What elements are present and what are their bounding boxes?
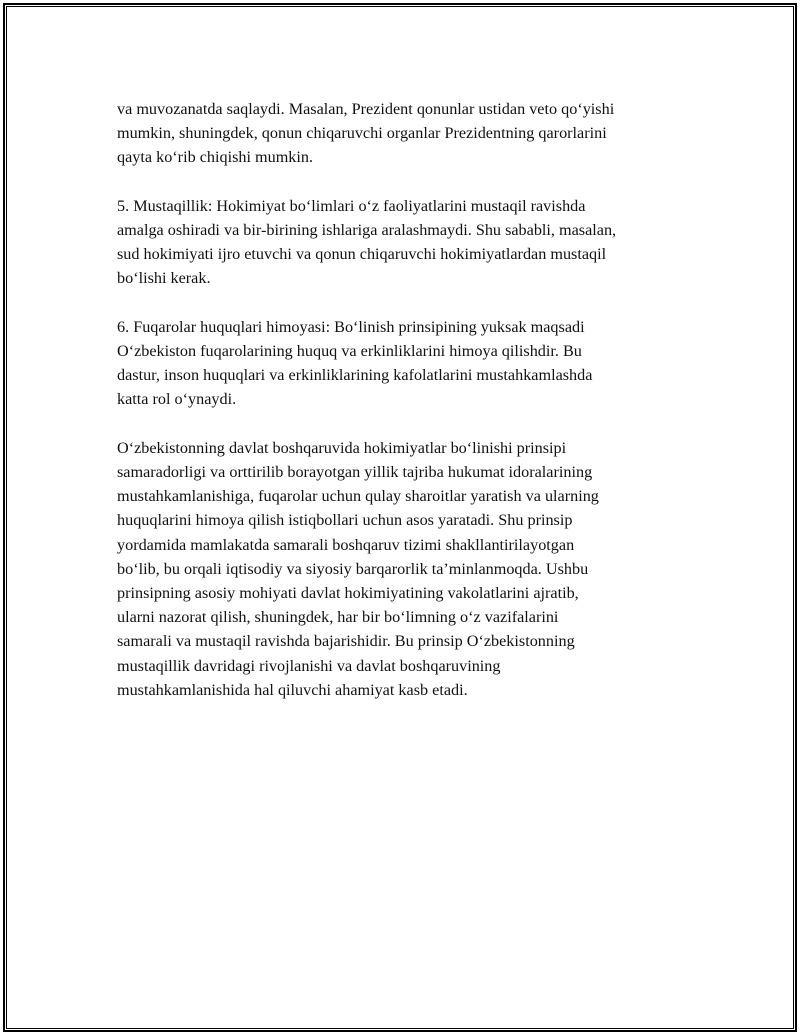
paragraph-independence: 5. Mustaqillik: Hokimiyat bo‘limlari o‘z faoliyatlarini mustaqil ravishda amalga oshiradi va bir-birining ishlariga aralashmaydi. Shu sababli, masalan, sud hokimiyati ijro etuvchi va qonun chiqaruvchi hokimiyatlardan mustaqil bo‘lishi kerak. [117,196,617,288]
document-body [117,97,699,702]
paragraph-conclusion: O‘zbekistonning davlat boshqaruvida hokimiyatlar bo‘linishi prinsipi samaradorligi va orttirilib borayotgan yillik tajriba hukumat idoralarining mustahkamlanishiga, fuqarolar uchun qulay sharoitlar yaratish va ularning huquqlarini himoya qilish istiqbollari uchun asos yaratadi. Shu prinsip yordamida mamlakatda samarali boshqaruv tizimi shakllantirilayotgan bo‘lib, bu orqali iqtisodiy va siyosiy barqarorlik ta’minlanmoqda. Ushbu prinsipning asosiy mohiyati davlat hokimiyatining vakolatlarini ajratib, ularni nazorat qilish, shuningdek, har bir bo‘limning o‘z vazifalarini samarali va mustaqil ravishda bajarishidir. Bu prinsip O‘zbekistonning mustaqillik davridagi rivojlanishi va davlat boshqaruvining mustahkamlanishida hal qiluvchi ahamiyat kasb etadi. [117,438,599,699]
paragraph-citizen-rights: 6. Fuqarolar huquqlari himoyasi: Bo‘linish prinsipining yuksak maqsadi O‘zbekiston fuqarolarining huquq va erkinliklarini himoya qilishdir. Bu dastur, inson huquqlari va erkinliklarining kafolatlarini mustahkamlashda katta rol o‘ynaydi. [117,317,593,409]
page-frame [3,3,797,1032]
paragraph-checks-and-balances: va muvozanatda saqlaydi. Masalan, Prezident qonunlar ustidan veto qo‘yishi mumkin, shuningdek, qonun chiqaruvchi organlar Prezidentning qarorlarini qayta ko‘rib chiqishi mumkin. [117,100,615,167]
